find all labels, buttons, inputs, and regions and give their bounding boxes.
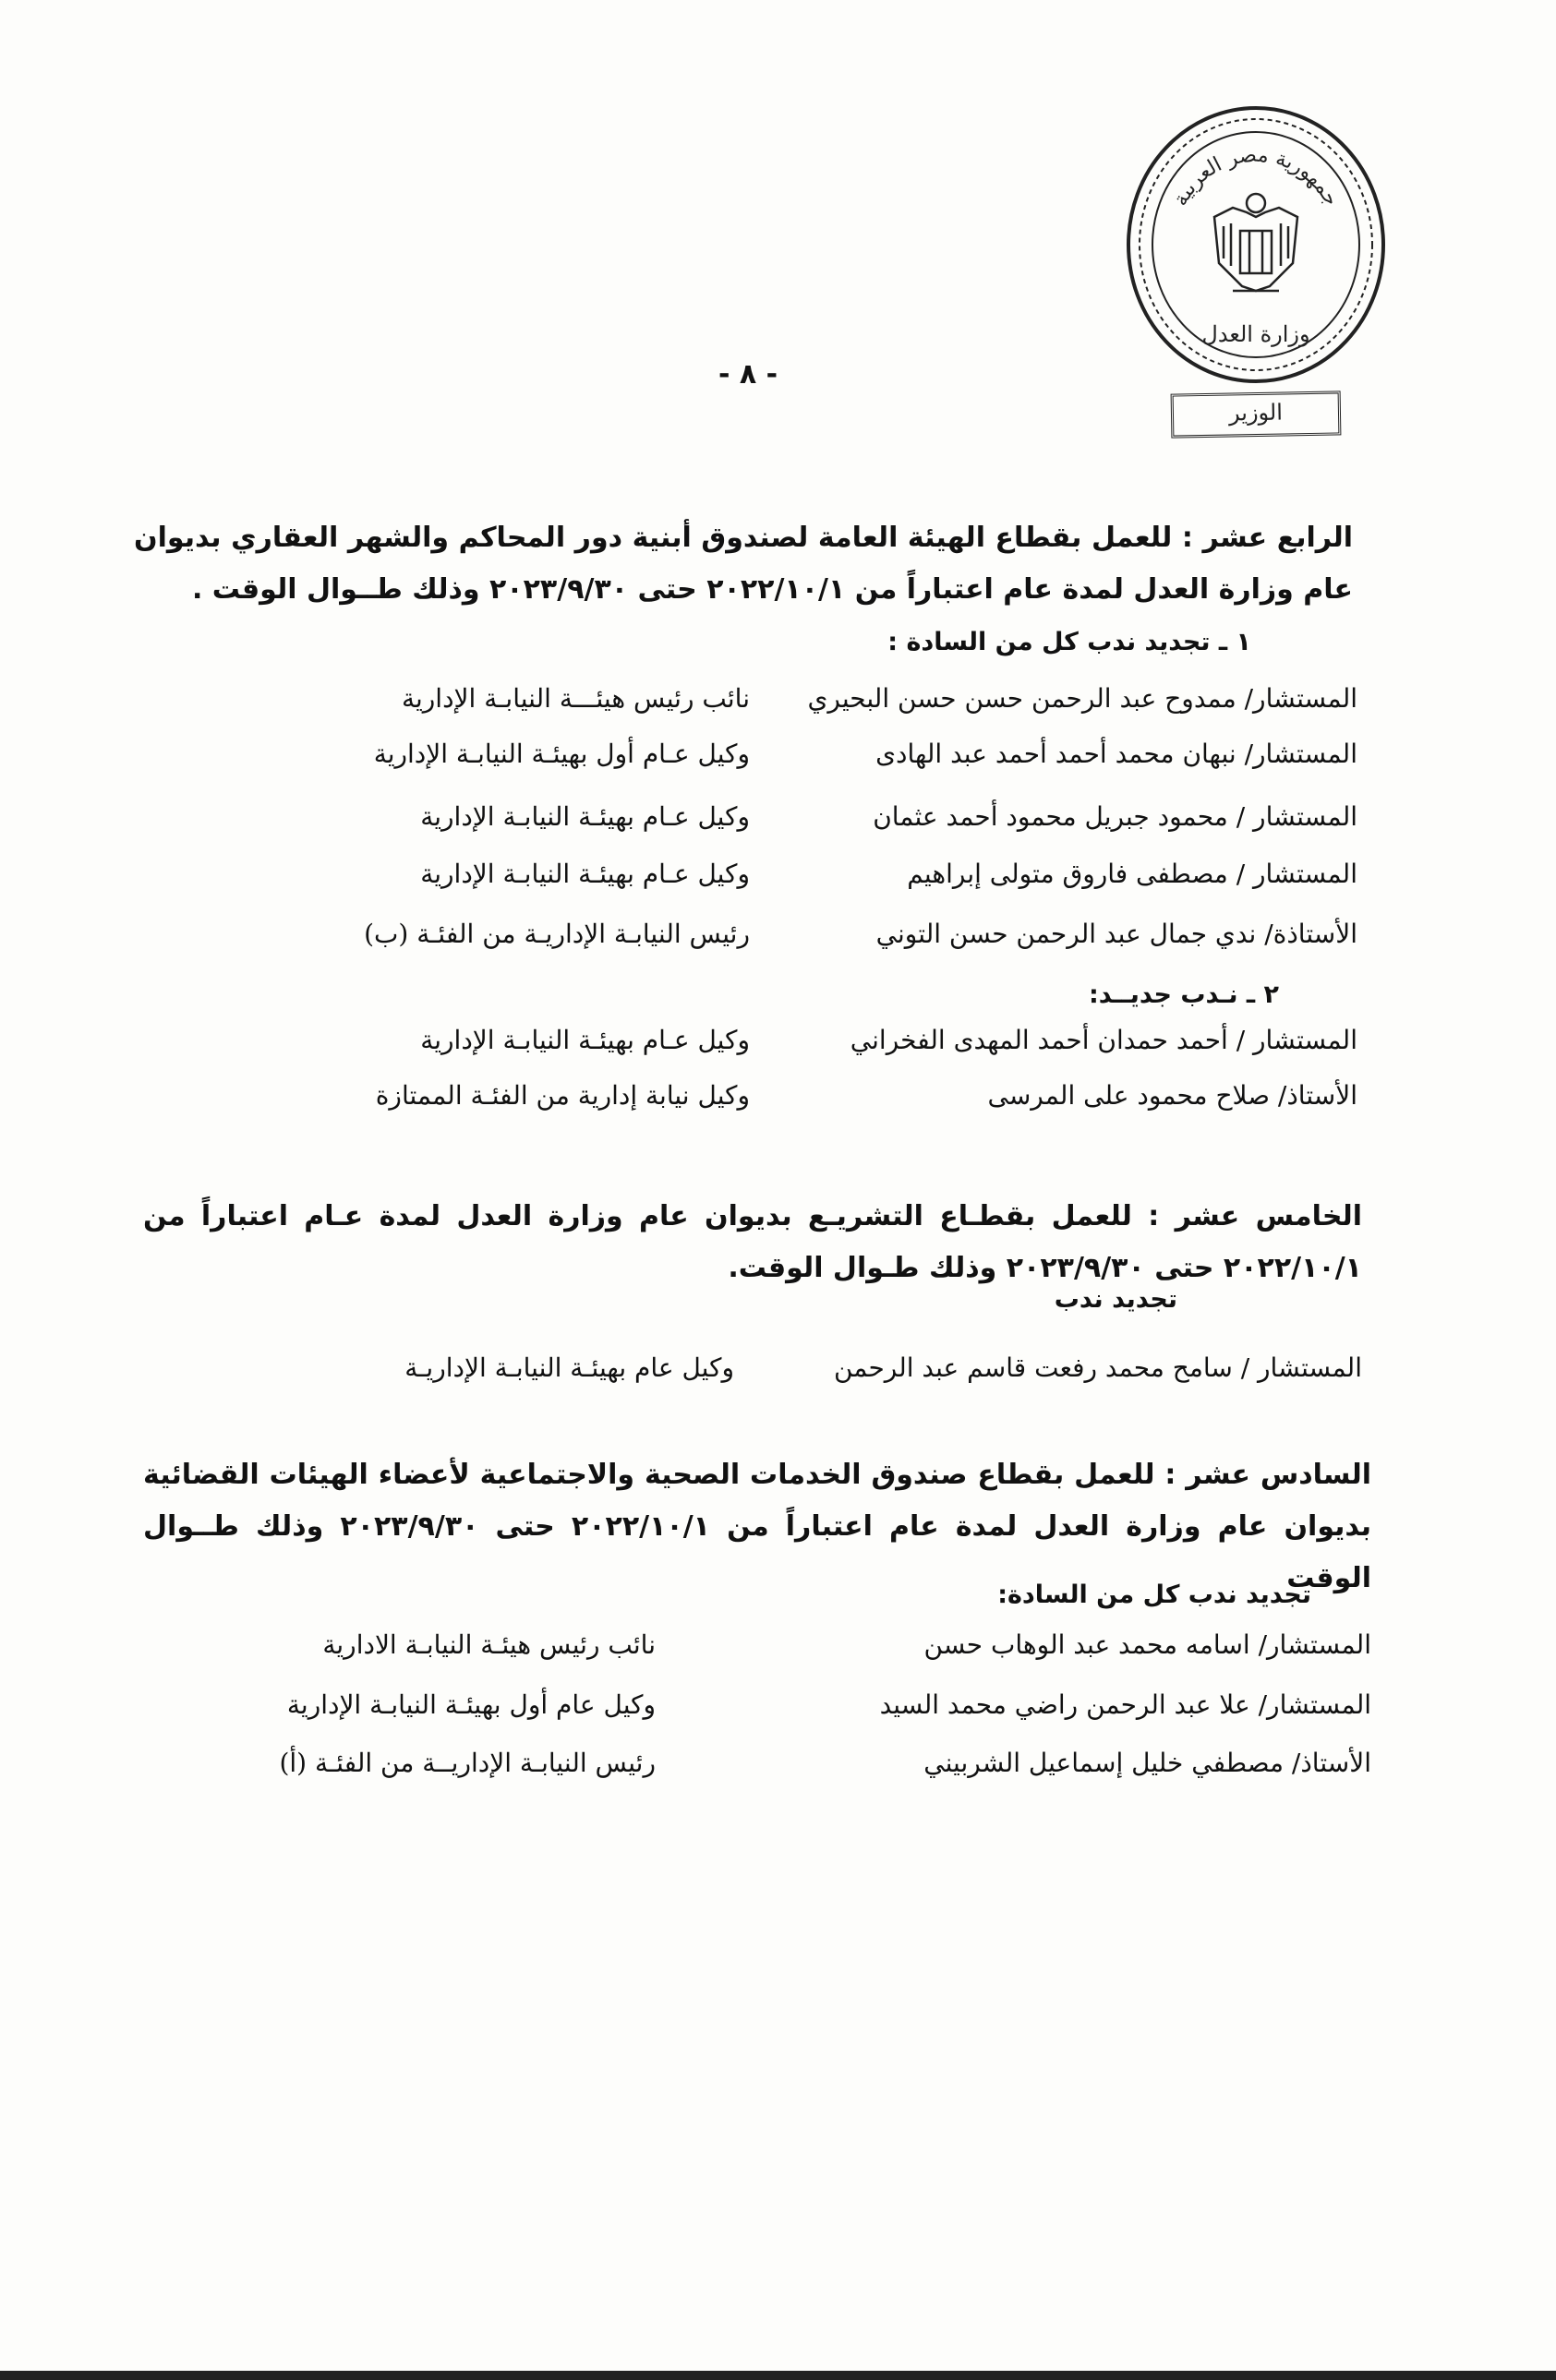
person-position: وكيل نيابة إدارية من الفئـة الممتازة <box>375 1080 750 1111</box>
section-14-group-1-label: ١ ـ تجديد ندب كل من السادة : <box>887 628 1251 656</box>
person-position: وكيل عـام أول بهيئـة النيابـة الإدارية <box>373 739 750 769</box>
page-bottom-edge <box>0 2371 1556 2380</box>
section-14-group-2-label: ٢ ـ نـدب جديــد: <box>1088 980 1279 1009</box>
person-position: وكيل عـام بهيئـة النيابـة الإدارية <box>420 859 750 889</box>
svg-text:جمهورية مصر العربية: جمهورية مصر العربية <box>1168 143 1344 210</box>
section-16-row <box>143 1748 1371 1792</box>
person-name: الأستاذ/ صلاح محمود على المرسى <box>987 1080 1357 1111</box>
person-position: نائب رئيس هيئـــة النيابـة الإدارية <box>401 683 750 714</box>
section-15-title: الخامس عشر : <box>1148 1200 1363 1232</box>
ministry-seal <box>1122 102 1390 388</box>
person-name: الأستاذة/ ندي جمال عبد الرحمن حسن التوني <box>875 919 1357 949</box>
section-16-row <box>143 1689 1371 1734</box>
page-number: - ٨ - <box>718 358 778 391</box>
person-name: المستشار / محمود جبريل محمود أحمد عثمان <box>873 801 1357 832</box>
section-14-body: للعمل بقطاع الهيئة العامة لصندوق أبنية دور المحاكم والشهر العقاري بديوان عام وزارة العدل لمدة عام اعتباراً من ٢٠٢٢/١٠/١ حتى ٢٠٢٣/٩/٣٠ وذلك طــوال الوقت . <box>134 522 1353 606</box>
person-name: الأستاذ/ مصطفي خليل إسماعيل الشربيني <box>923 1748 1371 1778</box>
section-15-row <box>134 1352 1362 1397</box>
person-name: المستشار/ نبهان محمد أحمد أحمد عبد الهادى <box>875 739 1357 769</box>
section-15-group-label: تجديد ندب <box>1054 1285 1177 1314</box>
person-position: وكيل عـام بهيئـة النيابـة الإدارية <box>420 1025 750 1055</box>
section-16-title: السادس عشر : <box>1164 1459 1371 1491</box>
person-position: وكيل عـام بهيئـة النيابـة الإدارية <box>420 801 750 832</box>
person-position: وكيل عام بهيئـة النيابـة الإداريـة <box>404 1352 734 1383</box>
section-14-row <box>129 1025 1357 1069</box>
section-14-row <box>129 919 1357 963</box>
person-position: رئيس النيابـة الإداريــة من الفئـة (أ) <box>279 1748 656 1778</box>
section-16-body: للعمل بقطاع صندوق الخدمات الصحية والاجتماعية لأعضاء الهيئات القضائية بديوان عام وزارة العدل لمدة عام اعتباراً من ٢٠٢٢/١٠/١ حتى ٢٠٢٣/٩/٣٠ وذلك طــوال الوقت <box>143 1459 1371 1594</box>
section-16-group-label: تجديد ندب كل من السادة: <box>997 1581 1311 1609</box>
section-16-row <box>143 1629 1371 1674</box>
person-name: المستشار / سامح محمد رفعت قاسم عبد الرحمن <box>833 1352 1362 1383</box>
person-name: المستشار/ اسامه محمد عبد الوهاب حسن <box>923 1629 1371 1660</box>
section-14-row <box>129 739 1357 783</box>
person-position: نائب رئيس هيئـة النيابـة الادارية <box>322 1629 656 1660</box>
person-name: المستشار/ ممدوح عبد الرحمن حسن حسن البحيري <box>807 683 1357 714</box>
section-14-paragraph <box>134 512 1353 616</box>
section-15-paragraph <box>143 1191 1362 1294</box>
section-14-row <box>129 801 1357 846</box>
person-name: المستشار / أحمد حمدان أحمد المهدى الفخراني <box>850 1025 1357 1055</box>
section-14-row <box>129 859 1357 903</box>
section-15-body: للعمل بقطـاع التشريـع بديوان عام وزارة العدل لمدة عـام اعتباراً من ٢٠٢٢/١٠/١ حتى ٢٠٢٣/٩/٣٠ وذلك طـوال الوقت. <box>143 1200 1362 1284</box>
person-position: رئيس النيابـة الإداريـة من الفئـة (ب) <box>364 919 750 949</box>
minister-stamp: الوزير <box>1171 391 1342 438</box>
person-name: المستشار / مصطفى فاروق متولى إبراهيم <box>907 859 1357 889</box>
section-14-title: الرابع عشر : <box>1181 522 1353 554</box>
section-14-row <box>129 683 1357 727</box>
svg-text:وزارة العدل: وزارة العدل <box>1201 321 1310 347</box>
eagle-seal-icon <box>1122 102 1390 388</box>
person-position: وكيل عام أول بهيئـة النيابـة الإدارية <box>286 1689 656 1720</box>
person-name: المستشار/ علا عبد الرحمن راضي محمد السيد <box>879 1689 1371 1720</box>
section-14-row <box>129 1080 1357 1124</box>
